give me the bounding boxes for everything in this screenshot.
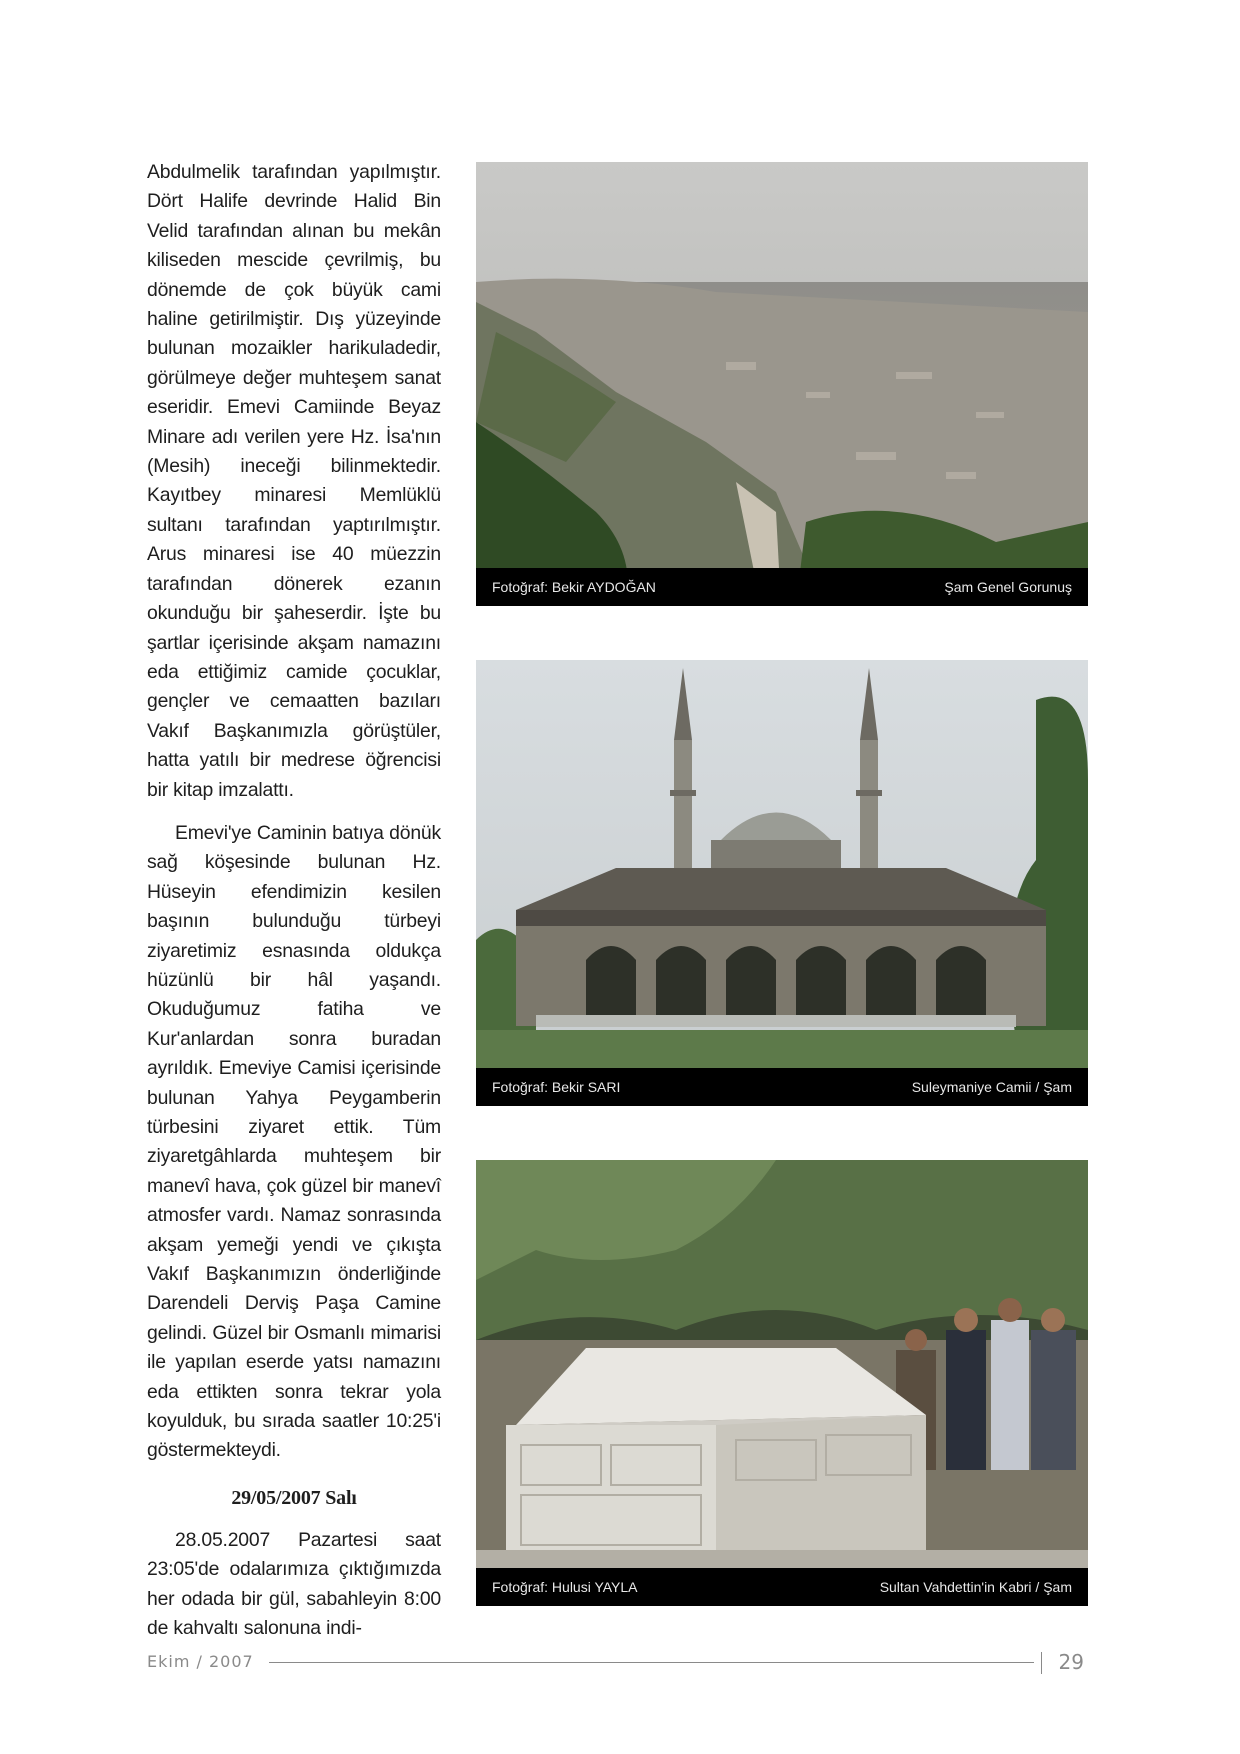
footer-divider (1041, 1652, 1042, 1674)
photo-credit: Fotoğraf: Bekir SARI (492, 1079, 621, 1095)
photo-title: Suleymaniye Camii / Şam (911, 1079, 1072, 1095)
tomb-image (476, 1160, 1088, 1606)
body-paragraph-3: 28.05.2007 Pazartesi saat 23:05'de odalarımıza çıktığımızda her odada bir gül, sabahleyin 8:00 de kahvaltı salonuna indi- (147, 1528, 441, 1640)
body-paragraph-2: Emevi'ye Caminin batıya dönük sağ köşesinde bulunan Hz. Hüseyin efendimizin kesilen başının bulunduğu türbeyi ziyaretimiz esnasında oldukça hüzünlü bir hâl yaşandı. Okuduğumuz fatiha ve Kur'anlardan sonra buradan ayrıldık. Emeviye Camisi içerisinde bulunan Yahya Peygamberin türbesini ziyaret ettik. Tüm ziyaretgâhlarda muhteşem bir manevî hava, çok güzel bir manevî atmosfer vardı. Namaz sonrasında akşam yemeği yendi ve çıkışta Vakıf Başkanımızın önderliğinde Darendeli Derviş Paşa Camine gelindi. Güzel bir Osmanlı mimarisi ile yapılan eserde yatsı namazını eda ettikten sonra tekrar yola koyulduk, bu sırada saatler 10:25'i göstermekteydi. (147, 821, 441, 1462)
photo-caption-bar (476, 1568, 1088, 1606)
photo-caption-bar (476, 1068, 1088, 1106)
photo-credit: Fotoğraf: Bekir AYDOĞAN (492, 579, 656, 595)
mosque-image (476, 660, 1088, 1106)
photo-mosque (476, 660, 1088, 1106)
footer-rule (269, 1662, 1034, 1663)
article-text-column (147, 158, 441, 1644)
photo-city-panorama (476, 162, 1088, 606)
photo-title: Şam Genel Gorunuş (944, 579, 1072, 595)
photo-caption-bar (476, 568, 1088, 606)
city-panorama-image (476, 162, 1088, 606)
photo-credit: Fotoğraf: Hulusi YAYLA (492, 1579, 638, 1595)
photo-tomb (476, 1160, 1088, 1606)
body-paragraph-1: Abdulmelik tarafından yapılmıştır. Dört Halife devrinde Halid Bin Velid tarafından alınan bu mekân kiliseden mescide çevrilmiş, bu dönemde de çok büyük cami haline getirilmiştir. Dış yüzeyinde bulunan mozaikler harikuladedir, görülmeye değer muhteşem sanat eseridir. Emevi Camiinde Beyaz Minare adı verilen yere Hz. İsa'nın (Mesih) ineceği bilinmektedir. Kayıtbey minaresi Memlüklü sultanı tarafından yaptırılmıştır. Arus minaresi ise 40 müezzin tarafından dönerek ezanın okunduğu bir şaheserdir. İşte bu şartlar içerisinde akşam namazını eda ettiğimiz camide çocuklar, gençler ve cemaatten bazıları Vakıf Başkanımızla görüştüler, hatta yatılı bir medrese öğrencisi bir kitap imzalattı. (147, 161, 441, 801)
date-heading: 29/05/2007 Salı (231, 1486, 357, 1509)
photo-title: Sultan Vahdettin'in Kabri / Şam (879, 1579, 1072, 1595)
page-footer (147, 1648, 1092, 1678)
issue-date: Ekim / 2007 (147, 1652, 254, 1671)
page-number: 29 (1058, 1650, 1084, 1674)
